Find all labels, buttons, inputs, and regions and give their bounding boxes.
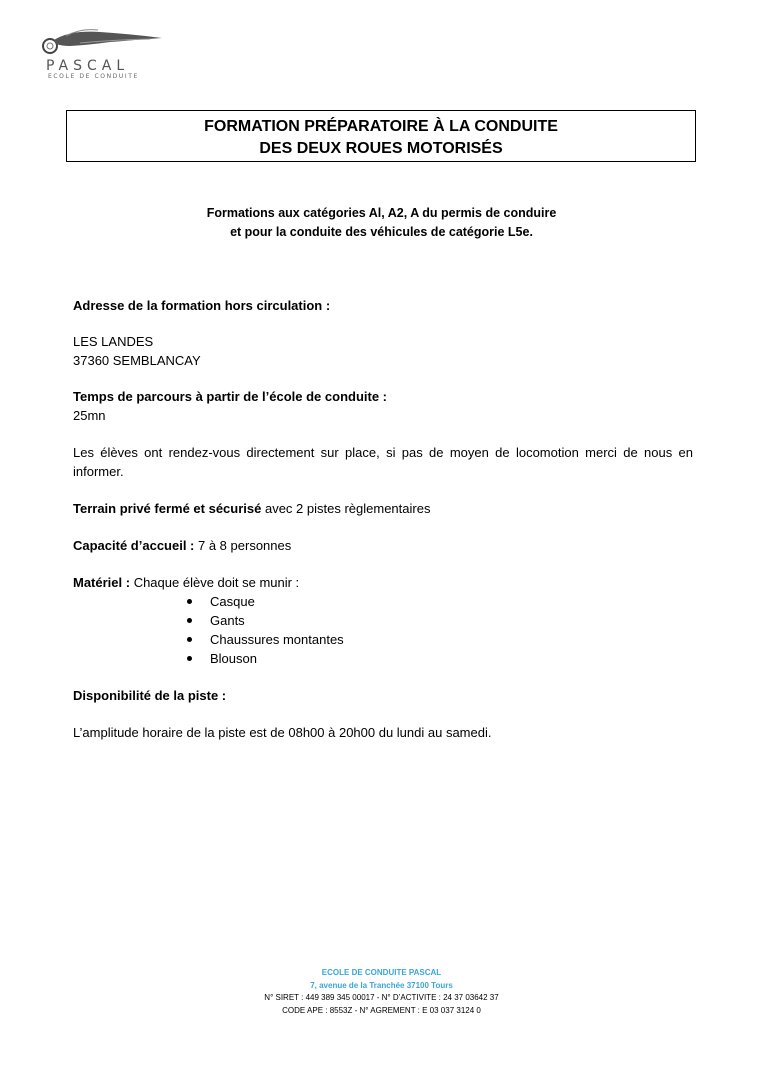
travel-value: 25mn	[73, 408, 106, 423]
address-line-1: LES LANDES	[73, 334, 154, 349]
list-item: Gants	[187, 611, 693, 630]
equipment-text: Chaque élève doit se munir :	[130, 575, 300, 590]
capacity-text: 7 à 8 personnes	[194, 538, 292, 553]
capacity-line	[73, 536, 693, 555]
motorcycle-icon	[40, 26, 166, 56]
capacity-label: Capacité d’accueil :	[73, 538, 195, 553]
list-item: Blouson	[187, 649, 693, 668]
subtitle	[0, 204, 763, 242]
terrain-line	[73, 499, 693, 518]
address-heading: Adresse de la formation hors circulation :	[73, 298, 331, 313]
document-body	[73, 296, 693, 742]
page-footer	[0, 967, 763, 1017]
availability-text: L’amplitude horaire de la piste est de 08h00 à 20h00 du lundi au samedi.	[73, 725, 492, 740]
footer-company-name: ECOLE DE CONDUITE PASCAL	[321, 968, 442, 977]
list-item: Chaussures montantes	[187, 630, 693, 649]
logo-wordmark: PASCAL	[46, 58, 130, 74]
subtitle-line-1: Formations aux catégories Al, A2, A du permis de conduire	[206, 206, 557, 220]
equipment-label: Matériel :	[73, 575, 131, 590]
terrain-text: avec 2 pistes règlementaires	[261, 501, 431, 516]
meeting-text: Les élèves ont rendez-vous directement sur place, si pas de moyen de locomotion merci de nous en informer.	[73, 445, 693, 479]
terrain-label: Terrain privé fermé et sécurisé	[73, 501, 262, 516]
bullet-icon	[187, 656, 192, 661]
footer-siret: N° SIRET : 449 389 345 00017 - N° D’ACTIVITE : 24 37 03642 37	[264, 993, 499, 1002]
bullet-icon	[187, 618, 192, 623]
company-logo	[40, 26, 166, 82]
title-line-1: FORMATION PRÉPARATOIRE À LA CONDUITE	[204, 118, 558, 135]
equipment-list	[73, 592, 693, 668]
address-line-2: 37360 SEMBLANCAY	[73, 353, 201, 368]
footer-address: 7, avenue de la Tranchée 37100 Tours	[310, 980, 453, 990]
bullet-icon	[187, 599, 192, 604]
bullet-icon	[187, 637, 192, 642]
document-title-box	[66, 110, 696, 162]
travel-heading: Temps de parcours à partir de l’école de conduite :	[73, 389, 388, 404]
availability-heading: Disponibilité de la piste :	[73, 688, 227, 703]
list-item: Casque	[187, 592, 693, 611]
logo-tagline: ECOLE DE CONDUITE	[48, 73, 139, 80]
title-line-2: DES DEUX ROUES MOTORISÉS	[259, 140, 503, 157]
equipment-line	[73, 573, 693, 592]
subtitle-line-2: et pour la conduite des véhicules de catégorie L5e.	[230, 225, 533, 239]
footer-code-ape: CODE APE : 8553Z - N° AGREMENT : E 03 037 3124 0	[282, 1005, 481, 1015]
